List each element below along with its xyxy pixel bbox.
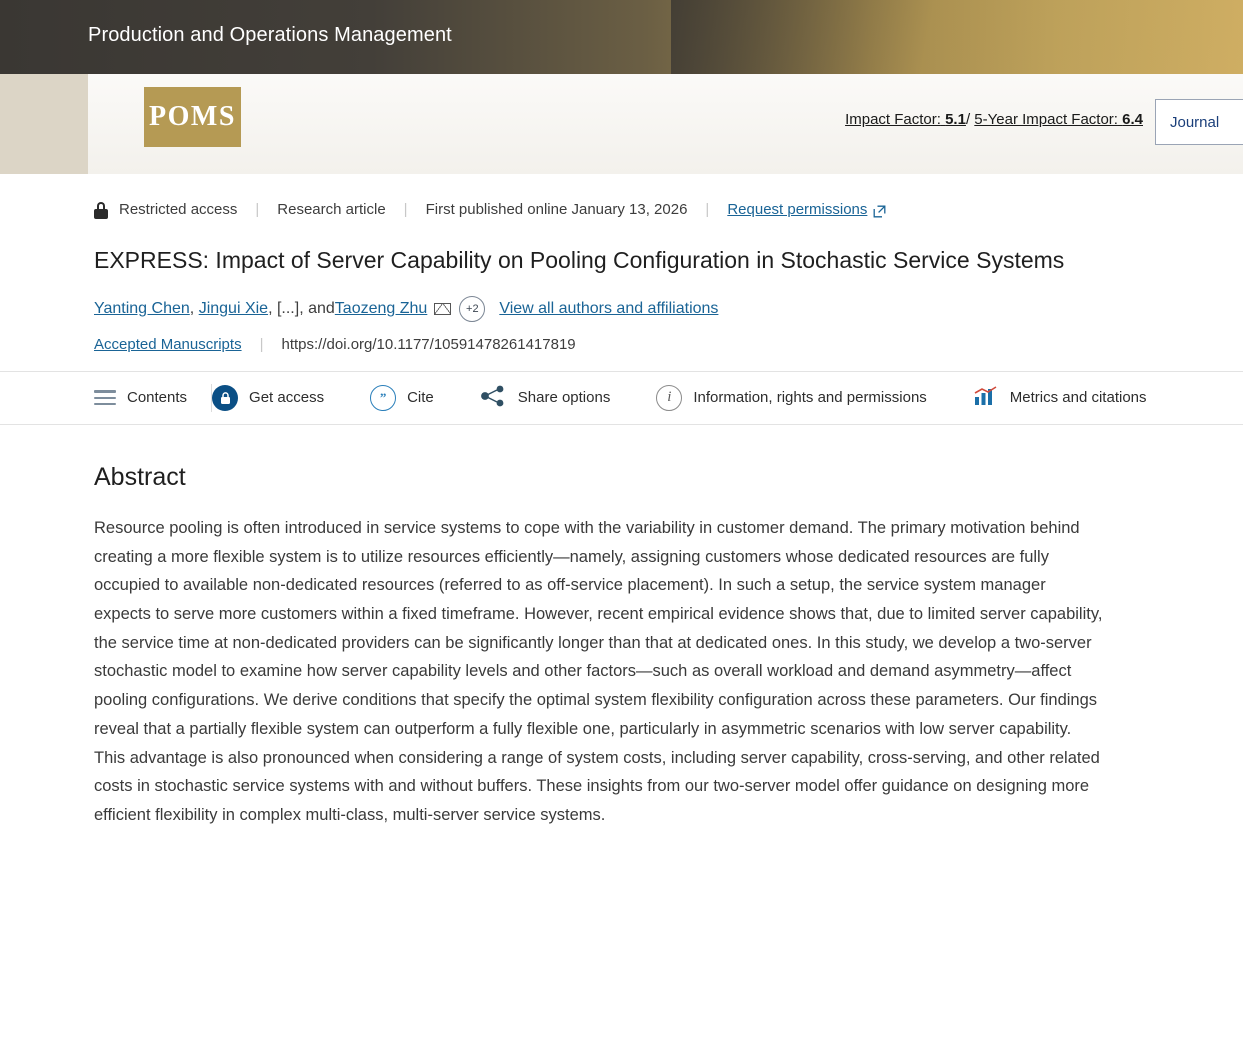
request-permissions-link[interactable]: Request permissions	[727, 200, 868, 218]
doi-text: https://doi.org/10.1177/10591478261417819	[281, 335, 576, 353]
lock-icon	[94, 202, 108, 219]
author-ellipsis[interactable]: [...]	[276, 299, 300, 317]
doi-divider: |	[259, 335, 264, 353]
toolbar-item-get-access[interactable]	[212, 385, 346, 411]
lock-circle-icon	[212, 385, 238, 411]
article-meta-row	[94, 186, 1243, 232]
impact-factor-line	[845, 111, 1143, 128]
site-banner	[0, 0, 1243, 74]
view-all-authors-link[interactable]: View all authors and affiliations	[499, 299, 719, 317]
author-sep: , and	[299, 299, 335, 317]
toolbar-item-metrics[interactable]	[949, 385, 1169, 411]
abstract-text: Resource pooling is often introduced in service systems to cope with the variability in customer demand. The primary motivation behind creating a more flexible system is to utilize resources efficiently—namely, assigning customers whose dedicated resources are fully occupied to available non-dedicated resources (referred to as off-service placement). In such a setup, the service system manager expects to serve more customers within a fixed timeframe. However, recent empirical evidence shows that, due to limited server capability, the service time at non-dedicated providers can be significantly longer than that at dedicated ones. In this study, we develop a two-server stochastic model to examine how server capability levels and other factors—such as overall workload and demand asymmetry—affect pooling configurations. We derive conditions that specify the optimal system flexibility configuration across these parameters. Our findings reveal that a partially flexible system can outperform a fully flexible one, particularly in asymmetric scenarios with low server capability. This advantage is also pronounced when considering a range of system costs, including server capability, cross-serving, and other related costs in stochastic service systems with and without buffers. These insights from our two-server model offer guidance on designing more efficient flexibility in complex multi-class, multi-server service systems.	[94, 518, 1103, 824]
article-toolbar	[0, 371, 1243, 425]
metrics-icon	[973, 385, 999, 411]
toolbar-item-cite[interactable]	[346, 385, 456, 411]
publication-date: First published online January 13, 2026	[425, 200, 688, 218]
toolbar-item-contents[interactable]	[94, 389, 211, 406]
external-link-icon	[873, 205, 886, 218]
five-year-impact-link[interactable]	[974, 111, 1143, 128]
accepted-manuscripts-link[interactable]: Accepted Manuscripts	[94, 335, 242, 353]
impact-factor-value: 5.1	[945, 111, 966, 128]
toolbar-label: Share options	[517, 389, 611, 407]
journal-menu-button[interactable]: Journal	[1155, 99, 1243, 145]
toolbar-item-share[interactable]	[456, 384, 633, 412]
article-header	[0, 186, 1243, 353]
journal-name: Production and Operations Management	[88, 24, 452, 46]
share-icon	[480, 384, 507, 412]
author-list	[94, 296, 1243, 322]
toolbar-label: Metrics and citations	[1009, 389, 1147, 407]
toolbar-label: Get access	[249, 389, 325, 407]
toolbar-label: Contents	[127, 389, 188, 407]
doi-row	[94, 336, 1243, 353]
access-status: Restricted access	[119, 200, 238, 218]
hamburger-icon	[94, 390, 116, 405]
abstract-section	[0, 425, 1243, 830]
masthead	[88, 74, 1243, 174]
author-link[interactable]: Yanting Chen	[94, 299, 190, 317]
envelope-icon[interactable]	[434, 303, 451, 315]
five-year-value: 6.4	[1122, 111, 1143, 128]
toolbar-label: Information, rights and permissions	[693, 389, 927, 407]
quote-circle-icon: ”	[370, 385, 396, 411]
poms-logo[interactable]: POMS	[144, 87, 241, 147]
meta-divider: |	[705, 200, 710, 218]
abstract-heading: Abstract	[94, 462, 186, 491]
author-link[interactable]: Taozeng Zhu	[334, 299, 428, 317]
impact-separator: /	[965, 111, 971, 128]
meta-divider: |	[403, 200, 408, 218]
toolbar-item-information[interactable]	[632, 385, 948, 411]
five-year-label: 5-Year Impact Factor:	[974, 111, 1118, 128]
info-circle-icon: i	[656, 385, 682, 411]
impact-factor-link[interactable]	[845, 111, 966, 128]
meta-divider: |	[255, 200, 260, 218]
impact-factor-label: Impact Factor:	[845, 111, 941, 128]
author-sep: ,	[189, 299, 195, 317]
page-title: EXPRESS: Impact of Server Capability on Pooling Configuration in Stochastic Service Systems	[94, 247, 1065, 273]
article-type: Research article	[277, 200, 386, 218]
toolbar-label: Cite	[407, 389, 434, 407]
masthead-region	[0, 74, 1243, 174]
additional-authors-badge[interactable]: +2	[459, 296, 485, 322]
author-sep: ,	[268, 299, 273, 317]
author-link[interactable]: Jingui Xie	[198, 299, 269, 317]
